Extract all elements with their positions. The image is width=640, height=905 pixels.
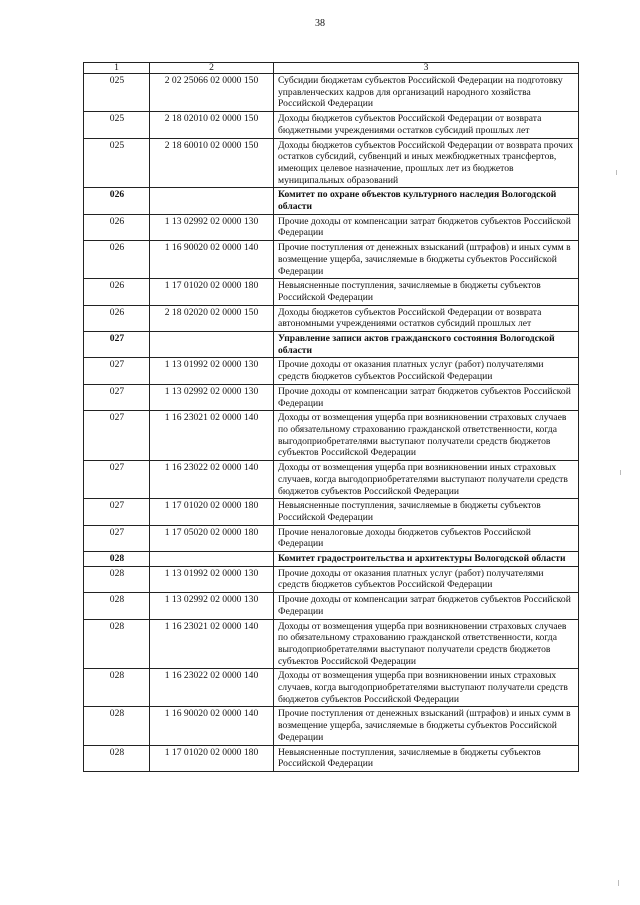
- row-admin-code: 028: [84, 593, 150, 619]
- row-admin-code: 027: [84, 358, 150, 384]
- table-row: [84, 619, 579, 669]
- row-description: Невыясненные поступления, зачисляемые в бюджеты субъектов Российской Федерации: [274, 279, 579, 305]
- row-budget-code: 1 17 01020 02 0000 180: [150, 279, 274, 305]
- table-row: [84, 241, 579, 279]
- row-budget-code: 1 16 23021 02 0000 140: [150, 411, 274, 461]
- row-admin-code: 026: [84, 214, 150, 240]
- table-header-row: [84, 63, 579, 74]
- row-description: Невыясненные поступления, зачисляемые в бюджеты субъектов Российской Федерации: [274, 499, 579, 525]
- row-description: Доходы от возмещения ущерба при возникновении иных страховых случаев, когда выгодоприобретателями выступают получатели средств бюджетов субъектов Российской Федерации: [274, 461, 579, 499]
- row-budget-code: [150, 188, 274, 214]
- table-row: [84, 214, 579, 240]
- table-row: [84, 138, 579, 188]
- row-description: Прочие доходы от оказания платных услуг (работ) получателями средств бюджетов субъектов Российской Федерации: [274, 566, 579, 592]
- header-col-1: 1: [84, 63, 150, 74]
- table-body: [84, 74, 579, 772]
- row-description: Прочие доходы от компенсации затрат бюджетов субъектов Российской Федерации: [274, 593, 579, 619]
- row-budget-code: 1 17 05020 02 0000 180: [150, 525, 274, 551]
- row-budget-code: 1 17 01020 02 0000 180: [150, 745, 274, 771]
- table-row: [84, 358, 579, 384]
- row-budget-code: 1 13 01992 02 0000 130: [150, 358, 274, 384]
- row-description: Доходы от возмещения ущерба при возникновении иных страховых случаев, когда выгодоприобретателями выступают получатели средств бюджетов субъектов Российской Федерации: [274, 669, 579, 707]
- row-admin-code: 027: [84, 411, 150, 461]
- row-admin-code: 025: [84, 112, 150, 138]
- row-admin-code: 028: [84, 619, 150, 669]
- row-budget-code: 1 13 02992 02 0000 130: [150, 593, 274, 619]
- margin-mark: [618, 880, 619, 886]
- row-admin-code: 027: [84, 384, 150, 410]
- table-row: [84, 745, 579, 771]
- row-budget-code: 1 16 23021 02 0000 140: [150, 619, 274, 669]
- revenue-codes-table: [83, 62, 579, 772]
- table-row: [84, 669, 579, 707]
- table-row: [84, 593, 579, 619]
- row-description: Доходы от возмещения ущерба при возникновении страховых случаев по обязательному страхованию гражданской ответственности, когда выгодоприобретателями выступают получатели средств бюджетов субъектов Российской Федерации: [274, 411, 579, 461]
- table-row: [84, 461, 579, 499]
- page-number: 38: [315, 18, 325, 29]
- row-budget-code: [150, 552, 274, 567]
- row-description: Доходы от возмещения ущерба при возникновении страховых случаев по обязательному страхованию гражданской ответственности, когда выгодоприобретателями выступают получатели средств бюджетов субъектов Российской Федерации: [274, 619, 579, 669]
- row-description: Невыясненные поступления, зачисляемые в бюджеты субъектов Российской Федерации: [274, 745, 579, 771]
- row-admin-code: 027: [84, 525, 150, 551]
- row-description: Прочие доходы от компенсации затрат бюджетов субъектов Российской Федерации: [274, 214, 579, 240]
- row-description: Доходы бюджетов субъектов Российской Федерации от возврата прочих остатков субсидий, субвенций и иных межбюджетных трансфертов, имеющих целевое назначение, прошлых лет из бюджетов муниципальных образований: [274, 138, 579, 188]
- table-row: [84, 279, 579, 305]
- row-description: Управление записи актов гражданского состояния Вологодской области: [274, 332, 579, 358]
- table-row: [84, 552, 579, 567]
- row-budget-code: 1 13 01992 02 0000 130: [150, 566, 274, 592]
- row-budget-code: 1 13 02992 02 0000 130: [150, 384, 274, 410]
- row-admin-code: 026: [84, 188, 150, 214]
- row-admin-code: 025: [84, 138, 150, 188]
- row-description: Комитет градостроительства и архитектуры Вологодской области: [274, 552, 579, 567]
- row-budget-code: 2 02 25066 02 0000 150: [150, 74, 274, 112]
- row-admin-code: 026: [84, 279, 150, 305]
- row-description: Прочие неналоговые доходы бюджетов субъектов Российской Федерации: [274, 525, 579, 551]
- row-description: Прочие поступления от денежных взысканий (штрафов) и иных сумм в возмещение ущерба, зачисляемые в бюджеты субъектов Российской Федерации: [274, 707, 579, 745]
- row-admin-code: 026: [84, 305, 150, 331]
- table-row: [84, 411, 579, 461]
- row-budget-code: 1 16 23022 02 0000 140: [150, 461, 274, 499]
- row-admin-code: 028: [84, 707, 150, 745]
- row-description: Прочие доходы от оказания платных услуг (работ) получателями средств бюджетов субъектов Российской Федерации: [274, 358, 579, 384]
- row-admin-code: 028: [84, 552, 150, 567]
- table-row: [84, 188, 579, 214]
- margin-mark: [616, 170, 617, 175]
- row-description: Доходы бюджетов субъектов Российской Федерации от возврата бюджетными учреждениями остатков субсидий прошлых лет: [274, 112, 579, 138]
- header-col-3: 3: [274, 63, 579, 74]
- row-admin-code: 028: [84, 669, 150, 707]
- row-description: Доходы бюджетов субъектов Российской Федерации от возврата автономными учреждениями остатков субсидий прошлых лет: [274, 305, 579, 331]
- table-row: [84, 332, 579, 358]
- row-budget-code: 1 16 90020 02 0000 140: [150, 707, 274, 745]
- row-budget-code: 2 18 60010 02 0000 150: [150, 138, 274, 188]
- row-admin-code: 026: [84, 241, 150, 279]
- margin-mark: [620, 470, 621, 475]
- row-budget-code: 1 13 02992 02 0000 130: [150, 214, 274, 240]
- table-row: [84, 74, 579, 112]
- row-admin-code: 027: [84, 332, 150, 358]
- row-budget-code: 2 18 02020 02 0000 150: [150, 305, 274, 331]
- row-description: Прочие поступления от денежных взысканий (штрафов) и иных сумм в возмещение ущерба, зачисляемые в бюджеты субъектов Российской Федерации: [274, 241, 579, 279]
- row-budget-code: 1 16 90020 02 0000 140: [150, 241, 274, 279]
- row-admin-code: 028: [84, 566, 150, 592]
- row-admin-code: 027: [84, 461, 150, 499]
- row-description: Субсидии бюджетам субъектов Российской Федерации на подготовку управленческих кадров для организаций народного хозяйства Российской Федерации: [274, 74, 579, 112]
- row-budget-code: [150, 332, 274, 358]
- row-budget-code: 1 17 01020 02 0000 180: [150, 499, 274, 525]
- header-col-2: 2: [150, 63, 274, 74]
- row-budget-code: 2 18 02010 02 0000 150: [150, 112, 274, 138]
- row-admin-code: 028: [84, 745, 150, 771]
- table-row: [84, 525, 579, 551]
- row-description: Комитет по охране объектов культурного наследия Вологодской области: [274, 188, 579, 214]
- row-description: Прочие доходы от компенсации затрат бюджетов субъектов Российской Федерации: [274, 384, 579, 410]
- table-row: [84, 499, 579, 525]
- table-row: [84, 305, 579, 331]
- table-row: [84, 566, 579, 592]
- row-admin-code: 027: [84, 499, 150, 525]
- table-row: [84, 112, 579, 138]
- table-row: [84, 707, 579, 745]
- row-budget-code: 1 16 23022 02 0000 140: [150, 669, 274, 707]
- row-admin-code: 025: [84, 74, 150, 112]
- table-row: [84, 384, 579, 410]
